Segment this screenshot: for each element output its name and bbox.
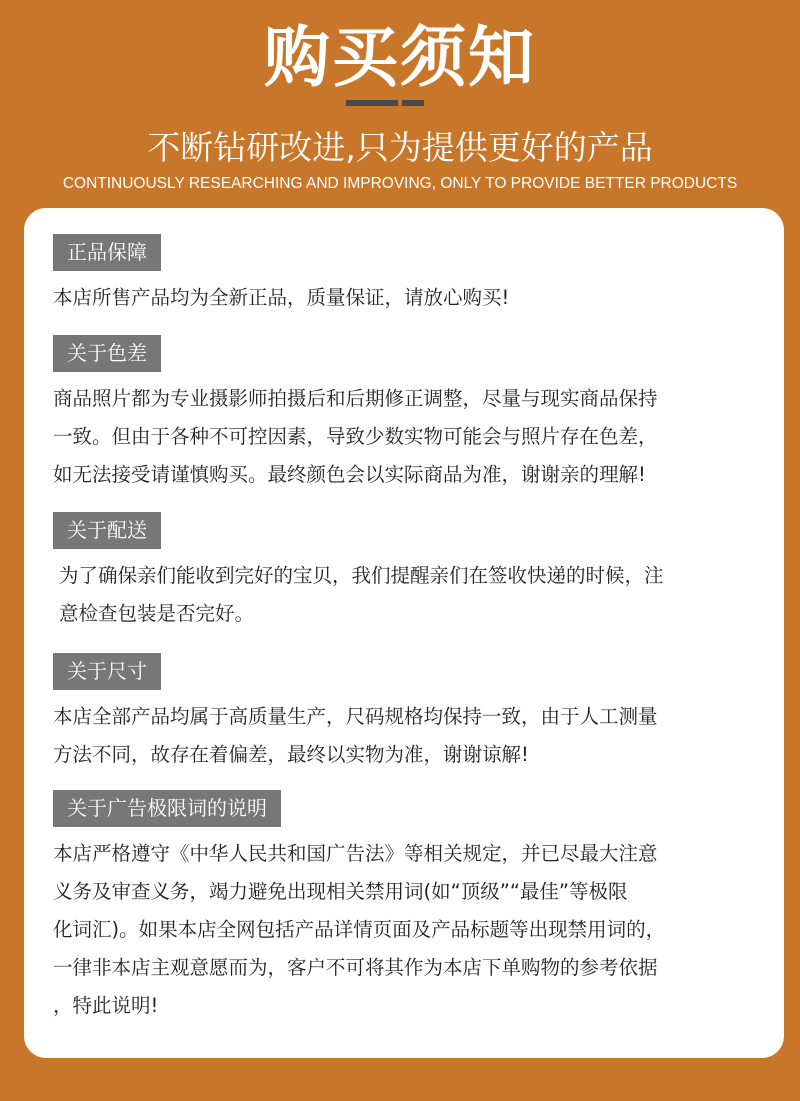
section-heading: 关于尺寸 <box>53 653 161 690</box>
section-text: 为了确保亲们能收到完好的宝贝，我们提醒亲们在签收快递的时候，注 意检查包装是否完好。 <box>59 564 664 625</box>
divider-left <box>346 100 400 106</box>
section-text: 商品照片都为专业摄影师拍摄后和后期修正调整，尽量与现实商品保持 一致。但由于各种不可控因素，导致少数实物可能会与照片存在色差， 如无法接受请谨慎购买。最终颜色会以实际商品为准，谢谢亲的理解! <box>53 387 658 486</box>
section-text: 本店全部产品均属于高质量生产，尺码规格均保持一致，由于人工测量 方法不同，故存在着偏差，最终以实物为准，谢谢谅解! <box>53 705 658 766</box>
section-heading: 关于配送 <box>53 512 161 549</box>
page-title: 购买须知 <box>264 19 536 96</box>
section-text: 本店所售产品均为全新正品，质量保证，请放心购买! <box>53 286 510 309</box>
section-heading: 关于色差 <box>53 335 161 372</box>
subtitle: 不断钻研改进,只为提供更好的产品 <box>147 128 653 167</box>
section-heading: 正品保障 <box>53 234 161 271</box>
divider-gap <box>398 100 402 106</box>
divider-right <box>400 100 424 106</box>
section-text: 本店严格遵守《中华人民共和国广告法》等相关规定，并已尽最大注意 义务及审查义务，竭力避免出现相关禁用词(如“顶级”“最佳”等极限 化词汇)。如果本店全网包括产品详情页面及产品标题等出现禁用词的， 一律非本店主观意愿而为，客户不可将其作为本店下单购物的参考依据 ，特此说明! <box>53 842 666 1017</box>
section-ad-terms <box>53 790 762 1025</box>
section-size <box>53 653 762 774</box>
section-delivery <box>53 512 762 633</box>
section-color-difference <box>53 335 762 494</box>
section-heading: 关于广告极限词的说明 <box>53 790 281 827</box>
subtitle-english: CONTINUOUSLY RESEARCHING AND IMPROVING, ONLY TO PROVIDE BETTER PRODUCTS <box>62 175 738 192</box>
section-authentic <box>53 234 762 317</box>
notice-card <box>24 208 784 1058</box>
